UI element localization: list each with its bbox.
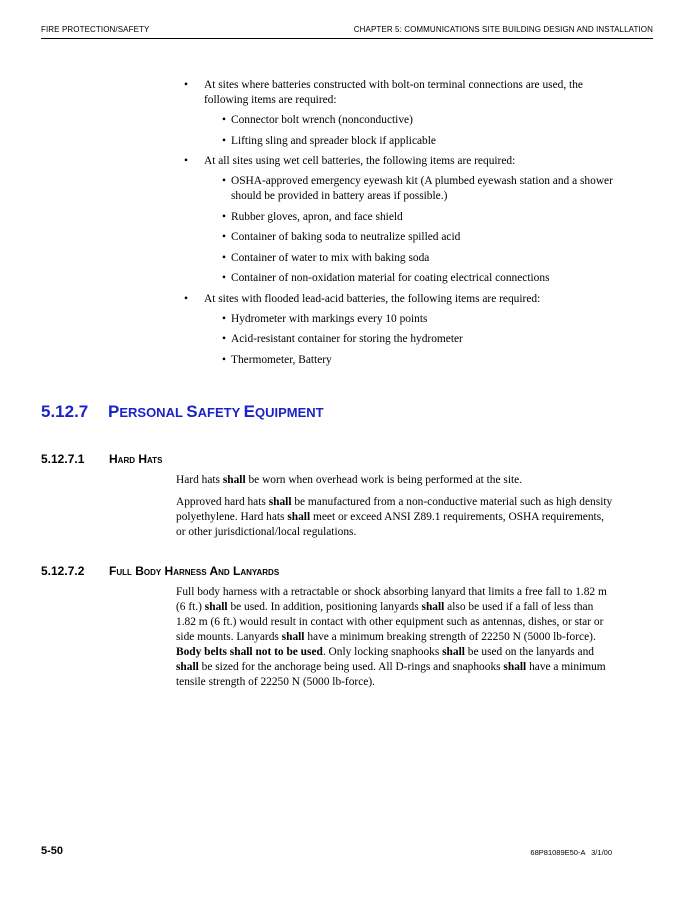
sub-list-item <box>204 251 616 266</box>
sub-list-item <box>204 271 616 286</box>
sub-list-item <box>204 230 616 245</box>
sub-list <box>204 113 616 149</box>
list-item <box>0 154 616 286</box>
text-run-bold: Body belts shall not to be used <box>176 646 323 658</box>
text-run-bold: shall <box>268 496 292 508</box>
sub-list-item-text: Container of non-oxidation material for coating electrical connections <box>231 272 550 284</box>
bullet-icon: • <box>222 231 226 243</box>
header-rule <box>41 38 653 39</box>
text-run-bold: shall <box>442 646 465 658</box>
sub-list-item-text: Hydrometer with markings every 10 points <box>231 312 428 325</box>
sub-list-item <box>204 353 616 368</box>
text-run: be worn when overhead work is being performed at the site. <box>245 474 523 486</box>
text-run-bold: shall <box>421 601 445 613</box>
sub-list-item-text: Thermometer, Battery <box>231 353 332 366</box>
sub-list <box>204 174 616 286</box>
section-number: 5.12.7 <box>41 402 89 421</box>
sub-list-item <box>204 174 616 204</box>
bullet-icon: • <box>222 134 226 147</box>
list-item-text: At sites with flooded lead-acid batteries, the following items are required: <box>204 292 541 305</box>
sub-list-item <box>204 134 616 149</box>
bullet-icon: • <box>222 312 226 325</box>
requirements-list <box>0 78 694 373</box>
subsection-number: 5.12.7.1 <box>41 452 85 466</box>
sub-list-item <box>204 113 616 128</box>
text-run-bold: shall <box>176 661 199 673</box>
text-run: be manufactured from a non-conductive material such as high density polyethylene. Hard hats <box>176 496 613 523</box>
bullet-icon: • <box>184 79 188 91</box>
harness-paragraph <box>176 585 616 690</box>
page-number: 5-50 <box>41 845 64 857</box>
text-run: be used on the lanyards and <box>464 646 594 658</box>
section-title-part: QUIPMENT <box>254 405 324 420</box>
subsection-title: Hard Hats <box>109 452 163 466</box>
list-item-text: At all sites using wet cell batteries, the following items are required: <box>204 155 516 167</box>
sub-list-item-text: Container of baking soda to neutralize spilled acid <box>231 231 461 243</box>
bullet-icon: • <box>222 272 226 284</box>
subsection-number: 5.12.7.2 <box>41 564 85 578</box>
subsection-heading-hard-hats <box>41 452 162 466</box>
text-run: . Only locking snaphooks <box>322 646 443 658</box>
text-run-bold: shall <box>204 601 228 613</box>
text-run: Approved hard hats <box>176 496 269 508</box>
subsection-heading-harness <box>41 564 279 578</box>
bullet-icon: • <box>222 175 226 187</box>
sub-list-item <box>204 332 616 347</box>
text-run: be sized for the anchorage being used. All D-rings and snaphooks <box>198 661 504 673</box>
text-run: also be used if a fall of less than 1.82 m (6 ft.) would result in contact with other equipment such as antennas, dishes, or star or side mounts. Lanyards <box>176 601 604 643</box>
list-item <box>0 292 616 368</box>
sub-list-item-text: Container of water to mix with baking soda <box>231 251 430 264</box>
text-run-bold: shall <box>222 474 246 486</box>
bullet-icon: • <box>222 114 226 126</box>
running-header-right: CHAPTER 5: COMMUNICATIONS SITE BUILDING DESIGN AND INSTALLATION <box>353 25 653 34</box>
section-title-part: AFETY <box>197 405 244 420</box>
bullet-icon: • <box>222 353 226 366</box>
subsection-title: Full Body Harness And Lanyards <box>109 564 280 578</box>
list-item-text: At sites where batteries constructed with bolt-on terminal connections are used, the following items are required: <box>204 79 583 106</box>
text-run: have a minimum tensile strength of 22250 N (5000 lb-force). <box>176 661 606 688</box>
list-item <box>0 78 616 149</box>
bullet-icon: • <box>222 333 226 345</box>
section-title-part: ERSONAL <box>119 405 187 420</box>
text-run: have a minimum breaking strength of 22250 N (5000 lb-force). <box>304 631 596 643</box>
sub-list-item <box>204 312 616 327</box>
sub-list <box>204 312 616 368</box>
sub-list-item <box>204 210 616 225</box>
sub-list-item-text: Rubber gloves, apron, and face shield <box>231 210 403 223</box>
text-run-bold: shall <box>281 631 305 643</box>
section-heading <box>41 402 324 422</box>
sub-list-item-text: Lifting sling and spreader block if applicable <box>231 134 436 147</box>
bullet-icon: • <box>222 210 226 223</box>
running-header-left: FIRE PROTECTION/SAFETY <box>41 25 150 34</box>
document-id: 68P81089E50-A 3/1/00 <box>530 848 612 857</box>
section-title-part: E <box>243 402 255 421</box>
text-run: Full body harness with a retractable or shock absorbing lanyard that limits a free fall to 1.82 m (6 ft.) <box>176 586 607 613</box>
sub-list-item-text: Acid-resistant container for storing the hydrometer <box>231 333 463 345</box>
bullet-icon: • <box>184 155 188 167</box>
section-title-part: P <box>108 402 120 421</box>
text-run-bold: shall <box>287 511 311 523</box>
sub-list-item-text: OSHA-approved emergency eyewash kit (A plumbed eyewash station and a shower should be provided in battery areas if possible.) <box>231 175 613 202</box>
sub-list-item-text: Connector bolt wrench (nonconductive) <box>231 114 413 126</box>
text-run-bold: shall <box>503 661 527 673</box>
hard-hats-paragraph-1 <box>176 473 616 488</box>
text-run: Hard hats <box>176 474 223 486</box>
hard-hats-paragraph-2 <box>176 495 616 540</box>
bullet-icon: • <box>184 292 188 305</box>
text-run: meet or exceed ANSI Z89.1 requirements, OSHA requirements, or other jurisdictional/local regulations. <box>176 511 605 538</box>
bullet-icon: • <box>222 251 226 264</box>
text-run: be used. In addition, positioning lanyards <box>227 601 422 613</box>
section-title-part: S <box>186 402 198 421</box>
